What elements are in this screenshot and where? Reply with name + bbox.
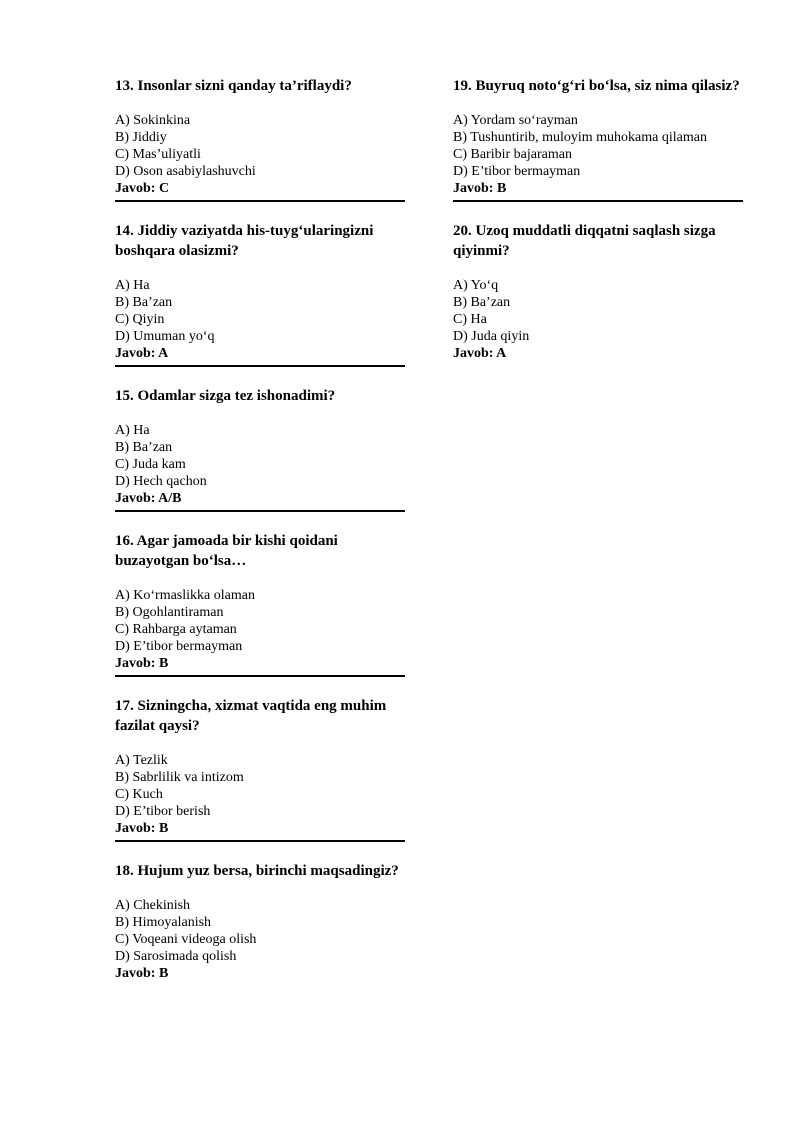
divider bbox=[115, 510, 405, 512]
divider bbox=[115, 675, 405, 677]
option-d: D) E’tibor bermayman bbox=[453, 164, 581, 179]
question-15 bbox=[115, 386, 405, 510]
option-c: C) Juda kam bbox=[115, 457, 186, 472]
answer: Javob: B bbox=[453, 181, 507, 196]
answer: Javob: B bbox=[115, 821, 169, 836]
question-title: 15. Odamlar sizga tez ishonadimi? bbox=[115, 388, 336, 404]
question-title: 13. Insonlar sizni qanday ta’riflaydi? bbox=[115, 78, 352, 94]
divider bbox=[453, 200, 743, 202]
left-column bbox=[115, 76, 405, 985]
answer: Javob: A/B bbox=[115, 491, 182, 506]
answer: Javob: A bbox=[453, 346, 507, 361]
option-d: D) E’tibor berish bbox=[115, 804, 211, 819]
option-a: A) Yordam so‘rayman bbox=[453, 113, 578, 128]
option-d: D) Oson asabiylashuvchi bbox=[115, 164, 256, 179]
question-19 bbox=[453, 76, 743, 200]
option-a: A) Ha bbox=[115, 278, 150, 293]
answer: Javob: A bbox=[115, 346, 169, 361]
divider bbox=[115, 200, 405, 202]
option-b: B) Ogohlantiraman bbox=[115, 605, 224, 620]
option-c: C) Qiyin bbox=[115, 312, 165, 327]
option-d: D) Umuman yo‘q bbox=[115, 329, 215, 344]
question-13 bbox=[115, 76, 405, 200]
question-17 bbox=[115, 696, 405, 840]
option-c: C) Kuch bbox=[115, 787, 163, 802]
question-14 bbox=[115, 221, 405, 365]
question-title: 14. Jiddiy vaziyatda his-tuyg‘ularingizni boshqara olasizmi? bbox=[115, 223, 374, 259]
option-b: B) Himoyalanish bbox=[115, 915, 212, 930]
option-a: A) Yo‘q bbox=[453, 278, 499, 293]
option-a: A) Sokinkina bbox=[115, 113, 191, 128]
option-c: C) Mas’uliyatli bbox=[115, 147, 201, 162]
divider bbox=[115, 365, 405, 367]
option-b: B) Jiddiy bbox=[115, 130, 167, 145]
option-a: A) Ko‘rmaslikka olaman bbox=[115, 588, 255, 603]
question-title: 16. Agar jamoada bir kishi qoidani buzayotgan bo‘lsa… bbox=[115, 533, 338, 569]
question-18 bbox=[115, 861, 405, 985]
option-a: A) Ha bbox=[115, 423, 150, 438]
option-b: B) Tushuntirib, muloyim muhokama qilaman bbox=[453, 130, 707, 145]
option-c: C) Rahbarga aytaman bbox=[115, 622, 237, 637]
option-c: C) Ha bbox=[453, 312, 487, 327]
option-d: D) Hech qachon bbox=[115, 474, 207, 489]
option-b: B) Sabrlilik va intizom bbox=[115, 770, 244, 785]
option-b: B) Ba’zan bbox=[453, 295, 511, 310]
question-title: 19. Buyruq noto‘g‘ri bo‘lsa, siz nima qilasiz? bbox=[453, 78, 740, 94]
option-d: D) Juda qiyin bbox=[453, 329, 530, 344]
divider bbox=[115, 840, 405, 842]
question-20 bbox=[453, 221, 743, 365]
option-c: C) Voqeani videoga olish bbox=[115, 932, 257, 947]
option-b: B) Ba’zan bbox=[115, 295, 173, 310]
question-16 bbox=[115, 531, 405, 675]
question-title: 18. Hujum yuz bersa, birinchi maqsadingiz? bbox=[115, 863, 399, 879]
question-title: 20. Uzoq muddatli diqqatni saqlash sizga qiyinmi? bbox=[453, 223, 716, 259]
option-b: B) Ba’zan bbox=[115, 440, 173, 455]
option-d: D) Sarosimada qolish bbox=[115, 949, 237, 964]
answer: Javob: B bbox=[115, 656, 169, 671]
question-title: 17. Sizningcha, xizmat vaqtida eng muhim fazilat qaysi? bbox=[115, 698, 387, 734]
option-a: A) Tezlik bbox=[115, 753, 168, 768]
answer: Javob: B bbox=[115, 966, 169, 981]
option-a: A) Chekinish bbox=[115, 898, 191, 913]
option-d: D) E’tibor bermayman bbox=[115, 639, 243, 654]
right-column bbox=[453, 76, 743, 365]
answer: Javob: C bbox=[115, 181, 170, 196]
option-c: C) Baribir bajaraman bbox=[453, 147, 572, 162]
